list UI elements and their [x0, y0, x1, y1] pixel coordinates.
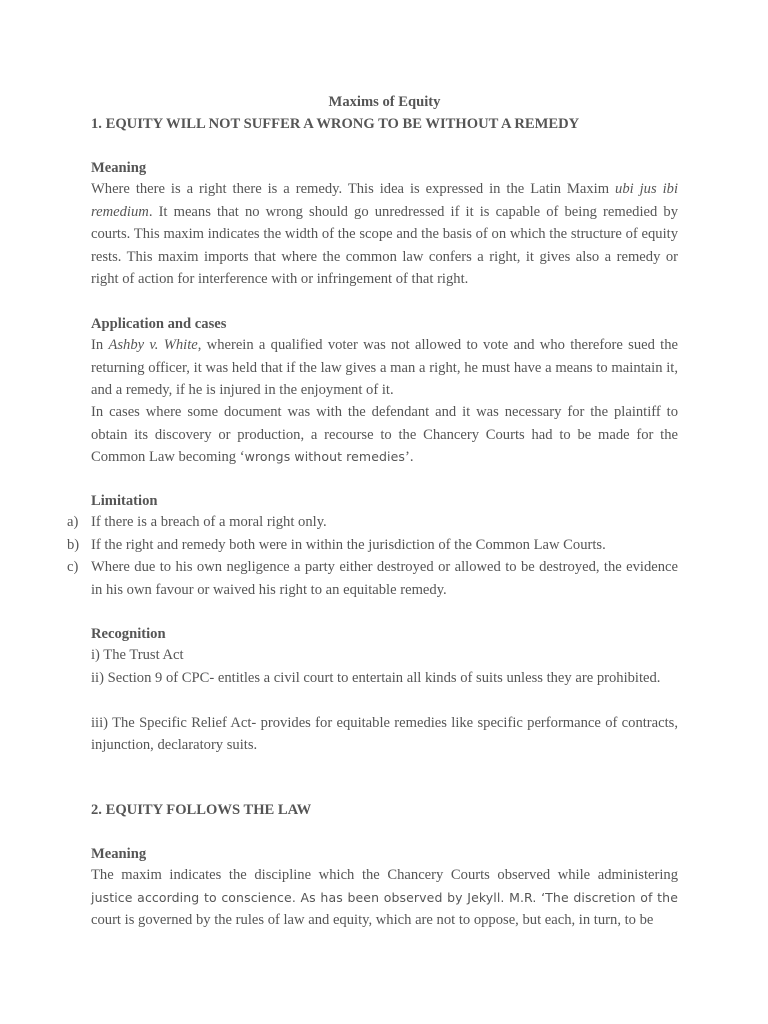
meaning-text-2: . It means that no wrong should go unredressed if it is capable of being remedied by courts. This maxim indicates the width of the scope and the basis of on which the structure of equity rests. This maxim imports that where the common law confers a right, it gives also a remedy or right of action for interference with or infringement of that right. [91, 203, 678, 287]
recognition-item-1: i) The Trust Act [91, 647, 184, 663]
app-prefix: In [91, 337, 109, 353]
limitation-item [67, 556, 678, 601]
app-quote: wrongs without remedies [244, 449, 405, 464]
recognition-item-3: iii) The Specific Relief Act- provides for equitable remedies like specific performance of contracts, injunction, declaratory suits. [91, 714, 678, 753]
app-text-2: In cases where some document was with the defendant and it was necessary for the plaintiff to obtain its discovery or production, a recourse to the Chancery Courts had to be made for the Common Law becoming ‘ [91, 404, 678, 465]
case-name: Ashby v. White [108, 337, 198, 353]
section-2-heading: 2. EQUITY FOLLOWS THE LAW [91, 802, 312, 818]
list-marker: b) [67, 536, 80, 553]
app-text-1: , wherein a qualified voter was not allowed to vote and who therefore sued the returning officer, it was held that if the law gives a man a right, he must have a means to maintain it, and a remedy, if he is injured in the enjoyment of it. [91, 337, 678, 398]
s2-text-2: court is governed by the rules of law and equity, which are not to oppose, but each, in turn, to be [91, 912, 654, 928]
list-marker: c) [67, 559, 79, 575]
section-2-meaning-heading: Meaning [91, 846, 147, 862]
recognition-heading: Recognition [91, 626, 166, 642]
document-title: Maxims of Equity [328, 94, 441, 110]
application-paragraph-1 [91, 334, 678, 402]
s2-sans-text: justice according to conscience. As has been observed by Jekyll. M.R. ‘The discretion of the [91, 889, 678, 905]
limitation-item [67, 511, 678, 534]
s2-text-1: The maxim indicates the discipline which the Chancery Courts observed while administering [91, 867, 678, 883]
application-heading: Application and cases [91, 316, 227, 332]
meaning-text-1: Where there is a right there is a remedy. This idea is expressed in the Latin Maxim [91, 181, 616, 197]
list-marker: a) [67, 514, 79, 530]
limitation-list [67, 511, 678, 601]
application-paragraph-2 [91, 401, 678, 469]
section-2-meaning-paragraph [91, 864, 678, 932]
recognition-item-2: ii) Section 9 of CPC- entitles a civil court to entertain all kinds of suits unless they are prohibited. [91, 669, 661, 686]
limitation-text: Where due to his own negligence a party either destroyed or allowed to be destroyed, the evidence in his own favour or waived his right to an equitable remedy. [91, 559, 678, 598]
limitation-item [67, 534, 678, 557]
limitation-text: If the right and remedy both were in within the jurisdiction of the Common Law Courts. [91, 536, 606, 553]
app-end: ’. [405, 449, 414, 465]
latin-maxim: ubi jus ibi remedium [91, 181, 678, 220]
limitation-text: If there is a breach of a moral right only. [91, 514, 327, 530]
section-1-heading: 1. EQUITY WILL NOT SUFFER A WRONG TO BE WITHOUT A REMEDY [91, 116, 580, 132]
limitation-heading: Limitation [91, 493, 158, 509]
section-1-meaning-heading: Meaning [91, 160, 147, 176]
section-1-meaning-paragraph [91, 178, 678, 291]
